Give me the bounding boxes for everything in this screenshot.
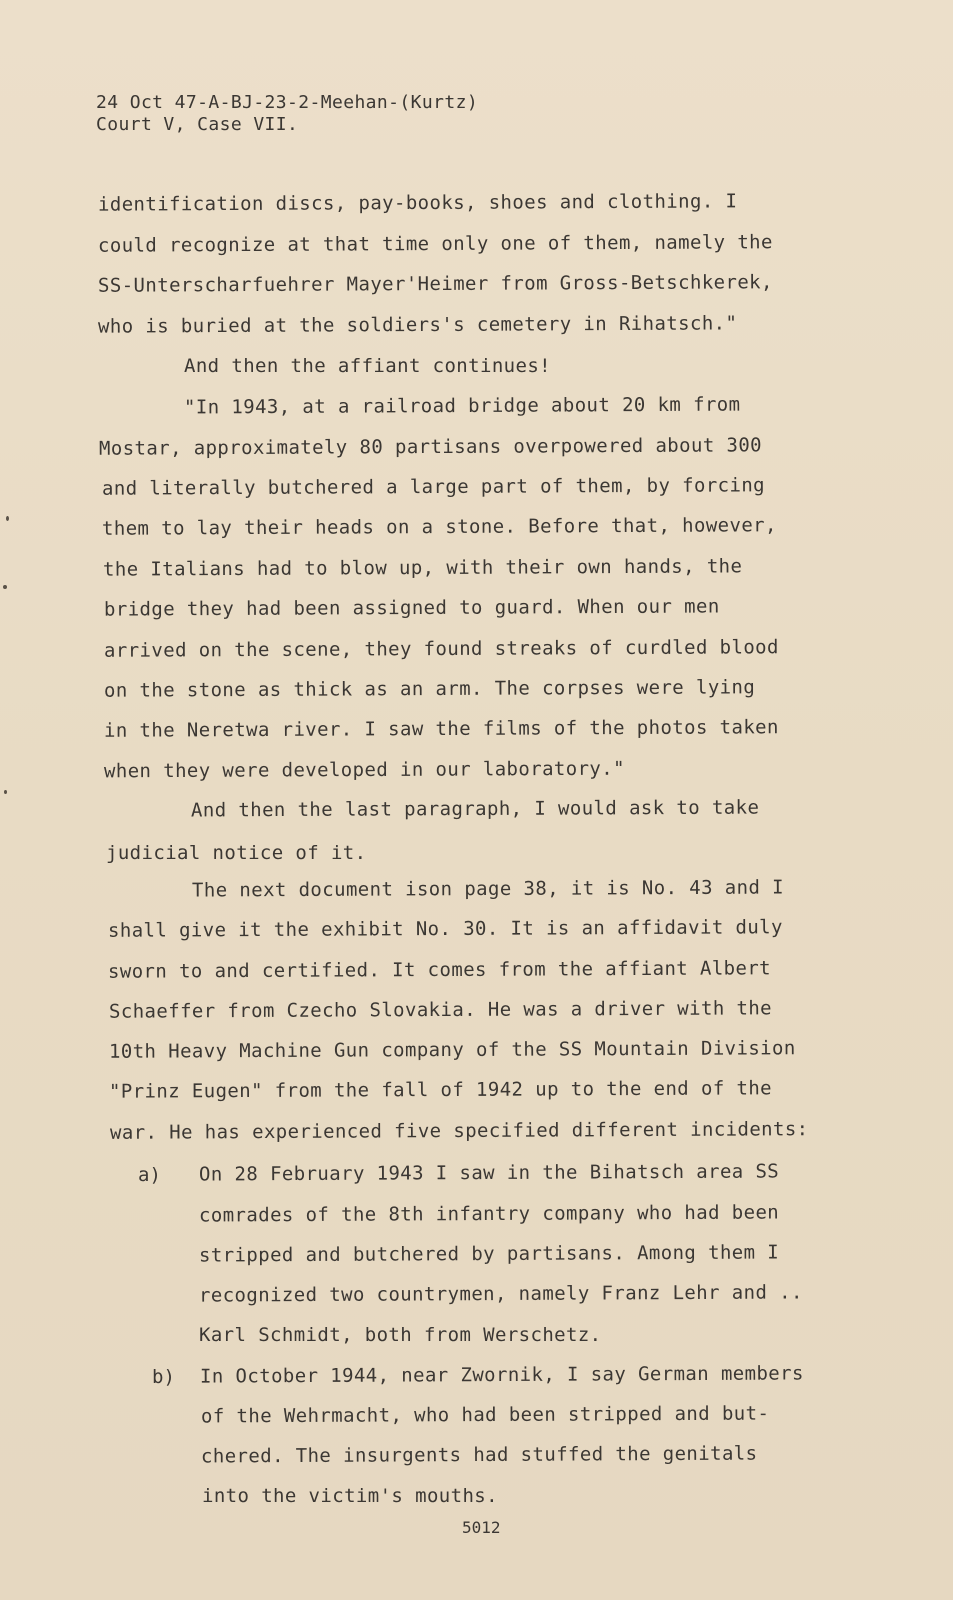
body-line: sworn to and certified. It comes from the affiant Albert <box>107 957 772 983</box>
body-line: "In 1943, at a railroad bridge about 20 km from <box>183 393 741 419</box>
ink-speck <box>4 790 7 794</box>
body-line: on the stone as thick as an arm. The corpses were lying <box>103 676 756 702</box>
header-reference: 24 Oct 47-A-BJ-23-2-Meehan-(Kurtz) <box>96 92 479 113</box>
body-line: and literally butchered a large part of them, by forcing <box>101 474 766 500</box>
body-line: shall give it the exhibit No. 30. It is an affidavit duly <box>107 916 783 942</box>
body-line: identification discs, pay-books, shoes and clothing. I <box>97 190 738 216</box>
body-line: bridge they had been assigned to guard. When our men <box>103 595 720 621</box>
body-line: arrived on the scene, they found streaks of curdled blood <box>103 636 779 662</box>
list-item-line: recognized two countrymen, namely Franz Lehr and .. <box>198 1281 803 1307</box>
body-line: judicial notice of it. <box>106 842 367 864</box>
list-item-line: into the victim's mouths. <box>202 1485 498 1507</box>
body-line: Mostar, approximately 80 partisans overpowered about 300 <box>98 434 763 460</box>
header-court: Court V, Case VII. <box>96 114 299 135</box>
ink-speck <box>3 585 7 589</box>
list-item-label: b) <box>152 1366 175 1388</box>
list-item-line: of the Wehrmacht, who had been stripped and but- <box>200 1402 770 1428</box>
body-line: And then the affiant continues! <box>184 355 552 377</box>
list-item-line: On 28 February 1943 I saw in the Bihatsch area SS <box>198 1160 780 1186</box>
body-line: Schaeffer from Czecho Slovakia. He was a driver with the <box>108 997 773 1023</box>
body-line: 10th Heavy Machine Gun company of the SS Mountain Division <box>108 1037 796 1063</box>
body-line: And then the last paragraph, I would ask to take <box>190 796 760 822</box>
body-line: "Prinz Eugen" from the fall of 1942 up to the end of the <box>108 1077 773 1103</box>
body-line: The next document ison page 38, it is No. 43 and I <box>191 876 785 902</box>
list-item-line: chered. The insurgents had stuffed the genitals <box>200 1442 758 1468</box>
body-line: SS-Unterscharfuehrer Mayer'Heimer from Gross-Betschkerek, <box>97 271 773 297</box>
body-line: in the Neretwa river. I saw the films of the photos taken <box>103 716 779 742</box>
ink-speck <box>6 516 9 521</box>
list-item-line: Karl Schmidt, both from Werschetz. <box>199 1324 602 1346</box>
list-item-line: comrades of the 8th infantry company who had been <box>198 1201 780 1227</box>
body-line: war. He has experienced five specified different incidents: <box>109 1118 809 1144</box>
body-line: when they were developed in our laboratory." <box>103 757 625 783</box>
list-item-label: a) <box>138 1164 161 1186</box>
body-line: them to lay their heads on a stone. Before that, however, <box>101 514 777 540</box>
body-line: who is buried at the soldiers's cemetery in Rihatsch." <box>97 312 738 338</box>
body-line: the Italians had to blow up, with their own hands, the <box>102 555 743 581</box>
list-item-line: stripped and butchered by partisans. Among them I <box>198 1241 780 1267</box>
list-item-line: In October 1944, near Zwornik, I say German members <box>199 1362 804 1388</box>
page-number: 5012 <box>462 1518 501 1537</box>
body-line: could recognize at that time only one of them, namely the <box>97 231 773 257</box>
